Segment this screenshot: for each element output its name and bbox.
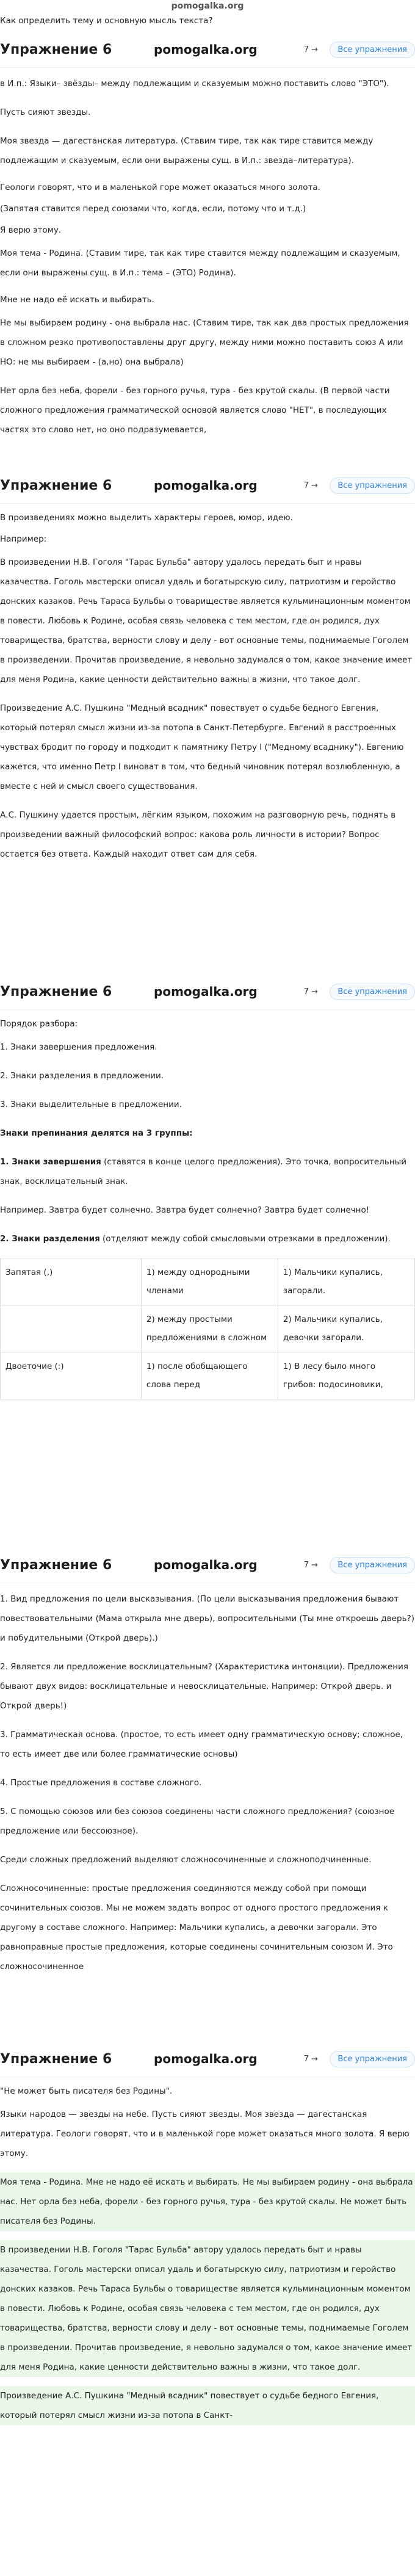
table-cell: 1) после обобщающего слова перед (141, 1352, 278, 1399)
paragraph: Произведение А.С. Пушкина "Медный всадник" повествует о судьбе бедного Евгения, который потерял смысл жизни из-за потопа в Санкт- (0, 2386, 415, 2425)
table-cell: Двоеточие (:) (1, 1352, 142, 1399)
paragraph: 3. Грамматическая основа. (простое, то есть имеет одну грамматическую основу; сложное, то есть имеет две или более грамматические основы) (0, 1730, 403, 1759)
all-exercises-button[interactable]: Все упражнения (330, 2051, 415, 2067)
paragraph: 2. Знаки разделения в предложении. (0, 1071, 164, 1081)
exercise-actions (299, 984, 415, 1000)
paragraph: Геологи говорят, что и в маленькой горе может оказаться много золота. (0, 183, 320, 192)
exercise-header (0, 974, 415, 1010)
bold-label: 1. Знаки завершения (0, 1157, 101, 1167)
exercise-title: Упражнение 6 (0, 2051, 112, 2067)
answer-section-1 (0, 68, 415, 463)
paragraph: Моя звезда — дагестанская литература. (Ставим тире, так как тире ставится между подлежащим и сказуемым, если они выражены сущ. в И.п.: звезда–литература). (0, 136, 374, 165)
paragraph: А.С. Пушкину удается простым, лёгким языком, похожим на разговорную речь, поднять в произведении важный философский вопрос: какова роль личности в истории? Вопрос остается без ответа. Каждый находит ответ сам для себя. (0, 810, 396, 859)
table-row (1, 1305, 415, 1352)
paragraph: Знаки препинания делятся на 3 группы: (0, 1128, 193, 1138)
exercise-header (0, 32, 415, 68)
exercise-actions (299, 1557, 415, 1573)
next-exercise-button[interactable]: 7 → (303, 987, 319, 996)
paragraph: В произведениях можно выделить характеры героев, юмор, идею. (0, 513, 293, 523)
answer-section-4 (0, 1583, 415, 2036)
next-exercise-button[interactable]: 7 → (303, 2054, 319, 2064)
table-cell: 2) Мальчики купались, девочки загорали. (278, 1305, 414, 1352)
all-exercises-button[interactable]: Все упражнения (330, 477, 415, 494)
paragraph: Пусть сияют звезды. (0, 107, 91, 117)
exercise-title: Упражнение 6 (0, 477, 112, 493)
exercise-actions (299, 2051, 415, 2067)
paragraph: Например. Завтра будет солнечно. Завтра будет солнечно? Завтра будет солнечно! (0, 1205, 370, 1215)
watermark: pomogalka.org (154, 42, 258, 57)
table-row (1, 1352, 415, 1399)
exercise-title: Упражнение 6 (0, 1557, 112, 1573)
table-cell (1, 1305, 142, 1352)
paragraph: Я верю этому. (0, 225, 62, 235)
paragraph: "Не может быть писателя без Родины". (0, 2086, 173, 2096)
exercise-header (0, 1547, 415, 1583)
all-exercises-button[interactable]: Все упражнения (330, 42, 415, 58)
exercise-header (0, 468, 415, 504)
answer-section-3 (0, 1010, 415, 1542)
watermark: pomogalka.org (154, 984, 258, 999)
answer-section-2 (0, 504, 415, 969)
table-cell: 1) В лесу было много грибов: подосиновики, (278, 1352, 414, 1399)
bold-label: 2. Знаки разделения (0, 1234, 100, 1244)
paragraph: Сложносочиненные: простые предложения соединяются между собой при помощи сочинительных союзов. Мы не можем задать вопрос от одного простого предложения к другому в составе сложного. Например: Мальчики купались, а девочки загорали. Это равноправные простые предложения, которые соединены сочинительным союзом И. Это сложносочиненное (0, 1884, 393, 1972)
next-exercise-button[interactable]: 7 → (303, 45, 319, 54)
all-exercises-button[interactable]: Все упражнения (330, 984, 415, 1000)
table-cell: 1) между однородными членами (141, 1258, 278, 1305)
paragraph: Моя тема - Родина. (Ставим тире, так как тире ставится между подлежащим и сказуемым, если они выражены сущ. в И.п.: тема – (ЭТО) Родина). (0, 249, 400, 278)
site-logo[interactable]: pomogalka.org (171, 1, 244, 11)
paragraph: 2. Является ли предложение восклицательным? (Характеристика интонации). Предложения бывают двух видов: восклицательные и невосклицательные. Например: Открой дверь. и Открой дверь!) (0, 1662, 409, 1711)
watermark: pomogalka.org (154, 478, 258, 493)
paragraph: Например: (0, 534, 47, 544)
paragraph (0, 1152, 415, 1191)
answer-section-5 (0, 2077, 415, 2442)
table-row (1, 1258, 415, 1305)
exercise-title: Упражнение 6 (0, 42, 112, 57)
watermark: pomogalka.org (154, 2052, 258, 2066)
text: (ставятся в конце целого предложения). Это точка, вопросительный знак, восклицательный знак. (0, 1157, 407, 1186)
paragraph: Порядок разбора: (0, 1019, 78, 1029)
table-cell: 2) между простыми предложениями в сложном (141, 1305, 278, 1352)
paragraph: Нет орла без неба, форели - без горного ручья, тура - без крутой скалы. (В первой части сложного предложения грамматической основой является слово "НЕТ", в последующих частях это слово нет, но оно подразумевается, (0, 386, 390, 435)
paragraph: Среди сложных предложений выделяют сложносочиненные и сложноподчиненные. (0, 1855, 372, 1865)
paragraph: 1. Вид предложения по цели высказывания. (По цели высказывания предложения бывают повествовательными (Мама открыла мне дверь), вопросительными (Ты мне откроешь дверь?) и побудительными (Открой дверь).) (0, 1594, 414, 1643)
paragraph: Мне не надо её искать и выбирать. (0, 295, 154, 305)
text: (отделяют между собой смысловыми отрезками в предложении). (99, 1234, 391, 1244)
all-exercises-button[interactable]: Все упражнения (330, 1557, 415, 1573)
paragraph: 4. Простые предложения в составе сложного. (0, 1778, 202, 1788)
paragraph: в И.п.: Языки– звёзды– между подлежащим и сказуемым можно поставить слово "ЭТО"). (0, 79, 389, 89)
paragraph: Произведение А.С. Пушкина "Медный всадник" повествует о судьбе бедного Евгения, который потерял смысл жизни из-за потопа в Санкт-Петербурге. Евгений в расстроенных чувствах бродит по городу и подходит к памятнику Петру I ("Медному всаднику"). Евгению кажется, что именно Петр I виноват в том, что бедный чиновник потерял возлюбленную, а вместе с ней и смысл своего существования. (0, 703, 404, 791)
next-exercise-button[interactable]: 7 → (303, 481, 319, 490)
paragraph: 1. Знаки завершения предложения. (0, 1042, 157, 1052)
question-title: Как определить тему и основную мысль текста? (0, 16, 213, 26)
top-bar (0, 0, 415, 12)
table-cell: Запятая (,) (1, 1258, 142, 1305)
paragraph (0, 1229, 415, 1249)
paragraph: Моя тема - Родина. Мне не надо её искать и выбирать. Не мы выбираем родину - она выбрала нас. Нет орла без неба, форели - без горного ручья, тура - без крутой скалы. Не может быть писателя без Родины. (0, 2172, 415, 2231)
next-exercise-button[interactable]: 7 → (303, 1560, 319, 1570)
punctuation-table (0, 1258, 415, 1399)
exercise-title: Упражнение 6 (0, 984, 112, 1000)
paragraph: 5. С помощью союзов или без союзов соединены части сложного предложения? (союзное предложение или бессоюзное). (0, 1807, 395, 1836)
table-cell: 1) Мальчики купались, загорали. (278, 1258, 414, 1305)
exercise-actions (299, 477, 415, 494)
paragraph: 3. Знаки выделительные в предложении. (0, 1100, 182, 1109)
paragraph: (Запятая ставится перед союзами что, когда, если, потому что и т.д.) (0, 204, 306, 214)
paragraph: В произведении Н.В. Гоголя "Тарас Бульба" автору удалось передать быт и нравы казачества. Гоголь мастерски описал удаль и богатырскую силу, патриотизм и геройство донских казаков. Речь Тараса Бульбы о товариществе является кульминационным моментом в повести. Любовь к Родине, особая связь человека с тем местом, где он родился, дух товарищества, братства, верности слову и делу - вот основные темы, поднимаемые Гоголем в произведении. Прочитав произведение, я невольно задумался о том, какое значение имеет для меня Родина, какие ценности действительно важны в жизни, что такое долг. (0, 2240, 415, 2377)
paragraph: В произведении Н.В. Гоголя "Тарас Бульба" автору удалось передать быт и нравы казачества. Гоголь мастерски описал удаль и богатырскую силу, патриотизм и геройство донских казаков. Речь Тараса Бульбы о товариществе является кульминационным моментом в повести. Любовь к Родине, особая связь человека с тем местом, где он родился, дух товарищества, братства, верности слову и делу - вот основные темы, поднимаемые Гоголем в произведении. Прочитав произведение, я невольно задумался о том, какое значение имеет для меня Родина, какие ценности действительно важны в жизни, что такое долг. (0, 557, 413, 684)
exercise-actions (299, 42, 415, 58)
paragraph: Не мы выбираем родину - она выбрала нас. (Ставим тире, так как два простых предложения в сложном резко противопоставлены друг другу, между ними можно поставить союз А или НО: не мы выбираем - (а,но) она выбрала) (0, 318, 409, 367)
paragraph: Языки народов — звезды на небе. Пусть сияют звезды. Моя звезда — дагестанская литература. Геологи говорят, что и в маленькой горе может оказаться много золота. Я верю этому. (0, 2110, 410, 2158)
exercise-header (0, 2041, 415, 2077)
watermark: pomogalka.org (154, 1558, 258, 1572)
